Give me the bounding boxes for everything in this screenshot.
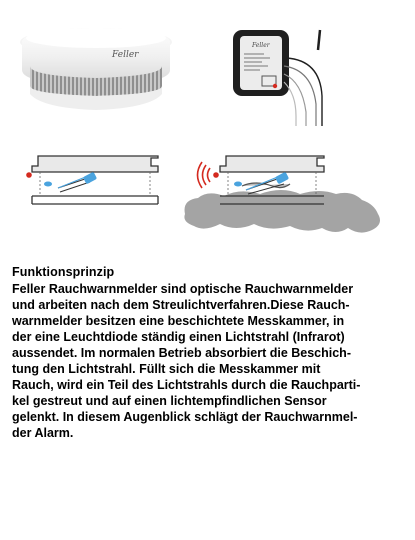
chamber-diagram-smoke-alarm <box>184 156 380 233</box>
product-illustration <box>0 0 415 260</box>
alarm-led-active-icon <box>213 172 219 178</box>
paragraph-line: tung den Lichtstrahl. Füllt sich die Messkammer mit <box>12 362 321 376</box>
paragraph-line: warnmelder besitzen eine beschichtete Messkammer, in <box>12 314 345 328</box>
chamber-diagram-normal <box>26 156 158 204</box>
paragraph-line: der eine Leuchtdiode ständig einen Lichtstrahl (Infrarot) <box>12 330 345 344</box>
smoke-detector-image <box>20 28 172 110</box>
section-heading: Funktionsprinzip <box>12 265 115 279</box>
alarm-sound-wave-icon <box>208 168 211 182</box>
module-brand-logo: Feller <box>252 42 270 49</box>
interface-module-image <box>233 30 322 126</box>
description-paragraph <box>12 281 412 441</box>
paragraph-line: aussendet. Im normalen Betrieb absorbiert die Beschich- <box>12 346 351 360</box>
paragraph-line: Rauch, wird ein Teil des Lichtstrahls durch die Rauchparti- <box>12 378 361 392</box>
paragraph-line: und arbeiten nach dem Streulichtverfahren.Diese Rauch- <box>12 298 350 312</box>
alarm-led-icon <box>26 172 32 178</box>
paragraph-line: Feller Rauchwarnmelder sind optische Rauchwarnmelder <box>12 282 354 296</box>
paragraph-line: kel gestreut und auf einen lichtempfindlichen Sensor <box>12 394 327 408</box>
paragraph-line: der Alarm. <box>12 426 74 440</box>
detector-brand-logo: Feller <box>112 50 139 60</box>
paragraph-line: gelenkt. In diesem Augenblick schlägt der Rauchwarnmel- <box>12 410 358 424</box>
